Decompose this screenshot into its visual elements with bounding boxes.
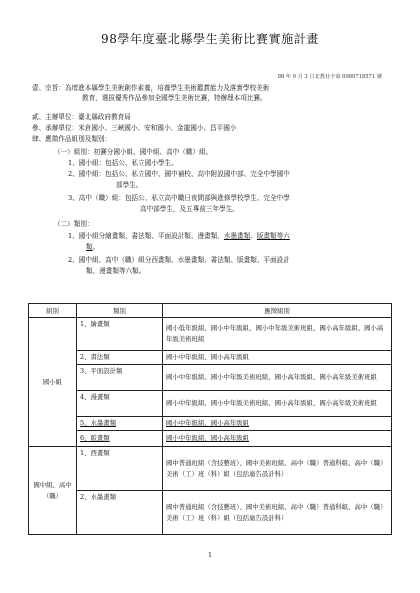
organizer-line: 貳、主辦單位：臺北縣政府教育局 [32,113,131,121]
group-senior-1: 3、高中（職）組：包括公、私立高中職日夜間部與進修學校學生、完全中學 [68,194,290,202]
group-cell-secondary: 國中組、高中（職） [29,447,77,535]
document-number: 98 年 9 月 3 日北教社字第 0980718571 號 [277,74,382,80]
entries-heading: 肆、應徵作品組別及類別： [32,135,112,143]
group-elementary: 1、國小組：包括公、私立國小學生。 [68,159,178,167]
entry-cell: 國小低年級組、國小中年級組、國小中年級美術班組、國小高年級組、國小高年級美術班組 [163,318,392,351]
table-row [29,447,392,491]
purpose-line-1: 壹、宗旨：為增進本縣學生美術創作素養，培養學生美術鑑賞能力及落實學校美術 [32,84,270,92]
table-row [29,417,392,431]
entry-cell: 國小中年級組、國小中年級美術班組、國小高年級組、國小高年級美術班組 [163,365,392,391]
category-cell: 1、西畫類 [77,447,163,491]
category-elementary-1: 1、國小組分繪畫類、書法類、平面設計類、漫畫類、水墨畫類、版畫類等六 [68,232,290,240]
table-row [29,491,392,535]
header-category: 類別 [77,304,163,318]
category-cell: 2、書法類 [77,351,163,365]
entry-cell: 國中普通班組（含技藝班）、國中美術班組、高中（職）普通科組、高中（職）美術（工）班（科）組（包括廣告設計科） [163,447,392,491]
table-row [29,351,392,365]
category-cell: 4、漫畫類 [77,391,163,417]
group-cell-elementary: 國小組 [29,318,77,447]
header-group: 組別 [29,304,77,318]
table-header-row [29,304,392,318]
table-row [29,431,392,447]
purpose-line-2: 教育，選拔優秀作品參加全國學生美術比賽，特辦理本項比賽。 [82,94,267,102]
category-heading: （二）類別： [54,220,94,228]
entry-cell: 國小中年級組、國小中年級美術班組、國小高年級組、國小高年級美術班組 [163,391,392,417]
table-row [29,318,392,351]
entry-cell: 國小中年級組、國小高年級組 [163,351,392,365]
group-senior-2: 高中部學生，及五專前三年學生。 [140,205,239,213]
category-secondary-1: 2、國中組、高中（職）組分西畫類、水墨畫類、書法類、版畫類、平面設計 [68,256,290,264]
category-cell: 1、繪畫類 [77,318,163,351]
group-junior-2: 部學生。 [116,181,143,189]
entry-cell: 國小中年級組、國小高年級組 [163,417,392,431]
table-row [29,365,392,391]
group-heading: （一）組別：初賽分國小組、國中組、高中（職）組。 [54,148,213,156]
group-junior-1: 2、國中組：包括公、私立國中、國中補校、高中附設國中部、完全中學國中 [68,170,290,178]
table-row [29,391,392,417]
page-title: 98學年度臺北縣學生美術比賽實施計畫 [100,32,320,46]
category-cell: 2、水墨畫類 [77,491,163,535]
category-cell: 3、平面設計類 [77,365,163,391]
header-entry-group: 應徵組別 [163,304,392,318]
categories-table [28,303,392,535]
page-number: 1 [208,552,212,559]
host-line: 參、承辦單位：米倉國小、三峽國小、安和國小、金龍國小、昌平國小 [32,124,237,132]
category-secondary-2: 類、漫畫類等六類。 [86,267,146,275]
category-elementary-2: 類。 [86,243,100,251]
category-cell: 5、水墨畫類 [77,417,163,431]
category-cell: 6、版畫類 [77,431,163,447]
entry-cell: 國小中年級組、國小高年級組 [163,431,392,447]
entry-cell: 國中普通班組（含技藝班）、國中美術班組、高中（職）普通科組、高中（職）美術（工）班（科）組（包括廣告設計科） [163,491,392,535]
